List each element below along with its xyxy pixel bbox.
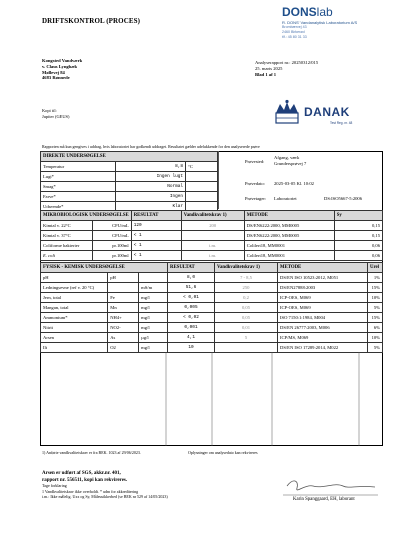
chem-result: < 0,02 — [168, 313, 215, 323]
chem-symbol: Fe — [108, 293, 139, 303]
logo-brand-b: lab — [316, 5, 333, 19]
micro-method: DS/EN6222:2000, MM0005 — [244, 221, 334, 231]
chem-result: < 0,01 — [168, 293, 215, 303]
chem-result: 0,001 — [168, 323, 215, 333]
sample-date-value: 2025-03-05 Kl. 10:02 — [274, 181, 314, 186]
micro-method: Colilert18, MM0001 — [244, 251, 334, 261]
direct-examination-table — [40, 151, 218, 212]
chem-name: Mangan, total — [41, 303, 108, 313]
chem-header: FYSISK - KEMISK UNDERSØGELSE — [41, 263, 168, 273]
micro-result: < 1 — [131, 241, 181, 251]
table-row — [41, 241, 383, 251]
chem-requirement: 250 — [215, 283, 278, 293]
param-label: Smag* — [41, 182, 116, 192]
chem-requirement: 0,01 — [215, 323, 278, 333]
result-header: RESULTAT — [131, 211, 181, 221]
chem-symbol — [108, 283, 139, 293]
legend-line: i.m.: Ikke målelig. Uxx og Sy, Måleusikkerhed (se BEK nr 529 af 14/05/2023) — [42, 494, 168, 500]
chemistry-table — [40, 262, 383, 353]
report-date: 25. marts 2025 — [255, 65, 283, 71]
logo-address-line: Brombærvej 43 — [282, 25, 307, 29]
chem-uncertainty: 10% — [368, 293, 383, 303]
chem-symbol: NH4+ — [108, 313, 139, 323]
table-row — [41, 162, 218, 172]
table-row — [41, 333, 383, 343]
chem-method: ISO 7150:1:1984, M004 — [278, 313, 368, 323]
param-unit — [186, 172, 218, 182]
method-header: METODE — [244, 211, 334, 221]
chem-name: Ammonium* — [41, 313, 108, 323]
sample-place-value: Afgang, værk — [274, 155, 300, 160]
legend-line: 1 Vandkvalitetskrav ikke overholdt. * udm for akkreditering — [42, 488, 139, 494]
param-label: Temperatur — [41, 162, 116, 172]
param-label: Farve* — [41, 192, 116, 202]
chem-result: 0,005 — [168, 303, 215, 313]
micro-requirement: 200 — [181, 221, 244, 231]
table-row — [41, 323, 383, 333]
microbiology-table — [40, 210, 383, 261]
chem-result: 51,6 — [168, 283, 215, 293]
micro-name: Kimtal v. 22°C — [41, 221, 93, 231]
table-row — [41, 293, 383, 303]
micro-sy: 0,15 — [334, 231, 382, 241]
chem-method: DS/EN 26777:2003, M006 — [278, 323, 368, 333]
legend-title: Tage forklaring — [42, 483, 67, 489]
logo-wordmark — [282, 5, 382, 19]
direct-header: DIREKTE UNDERSØGELSE — [41, 152, 218, 162]
param-value: Ingen — [116, 192, 186, 202]
chem-unit — [139, 273, 168, 283]
chem-symbol: pH — [108, 273, 139, 283]
chem-unit: mg/l — [139, 313, 168, 323]
chem-method: ICP/MS, M069 — [278, 333, 368, 343]
customer-line: 4683 Rønnede — [42, 75, 70, 81]
customer-line: Møllevej 84 — [42, 69, 65, 75]
micro-unit: CFU/mL — [92, 231, 131, 241]
page-count: Blad 1 af 1 — [255, 71, 277, 77]
footnote-analysis-date: Oplysninger om analysedato kan rekvireres — [188, 450, 258, 455]
copy-to — [42, 108, 69, 119]
chem-unit: mg/l — [139, 343, 168, 353]
chem-uncertainty: 15% — [368, 283, 383, 293]
chem-method: DS/EN27888:2003 — [278, 283, 368, 293]
table-row — [41, 303, 383, 313]
chem-uncertainty: 15% — [368, 313, 383, 323]
param-value: Klar — [116, 202, 186, 212]
chem-name: Nitrit — [41, 323, 108, 333]
micro-name: Coliforme bakterier — [41, 241, 93, 251]
table-row — [41, 221, 383, 231]
sampler-value: Laboratoriet — [274, 196, 297, 201]
chem-symbol: As — [108, 333, 139, 343]
table-row — [41, 192, 218, 202]
chem-unit: µg/l — [139, 333, 168, 343]
chem-requirement: 7 - 8,5 — [215, 273, 278, 283]
chem-uncertainty: 6% — [368, 323, 383, 333]
report-title: DRIFTSKONTROL (PROCES) — [42, 17, 141, 25]
param-label: Udseende* — [41, 202, 116, 212]
sample-place-label: Prøvested: — [245, 159, 265, 164]
bottom-notes — [42, 470, 168, 500]
chem-uncertainty: 1% — [368, 273, 383, 283]
chem-name: Arsen — [41, 333, 108, 343]
copy-to-label: Kopi til: — [42, 108, 57, 113]
chem-method: ICP-OES, M069 — [278, 293, 368, 303]
param-value: Normal — [116, 182, 186, 192]
subcontract-note-2: rapport nr. 556511, kopi kan rekvireres. — [42, 477, 128, 483]
sy-header: Sy — [334, 211, 382, 221]
micro-unit: CFU/mL — [92, 221, 131, 231]
chem-method: DS/EN ISO 10523:2012, M051 — [278, 273, 368, 283]
logo-phone-line: tlf.: 45 80 31 33 — [282, 35, 307, 39]
chem-symbol: NO2- — [108, 323, 139, 333]
chem-uncertainty: 5% — [368, 343, 383, 353]
table-row — [41, 283, 383, 293]
chem-symbol: Mn — [108, 303, 139, 313]
chem-uncertainty: 10% — [368, 333, 383, 343]
chem-name: Ledningsevne (ref v. 20 °C) — [41, 283, 108, 293]
micro-unit: pr.100ml — [92, 251, 131, 261]
customer-address — [42, 58, 82, 81]
sample-date-label: Prøvedato: — [245, 181, 265, 186]
chem-name: pH — [41, 273, 108, 283]
requirement-header: Vandkvalitetskrav 1) — [215, 263, 278, 273]
sample-info — [218, 151, 384, 209]
logo-brand-a: DONS — [282, 5, 317, 19]
micro-name: Kimtal v. 37°C — [41, 231, 93, 241]
chem-method: ICP-OES, M069 — [278, 303, 368, 313]
chem-result: 10 — [168, 343, 215, 353]
chem-name: Jern, total — [41, 293, 108, 303]
micro-requirement — [181, 231, 244, 241]
chem-unit: mg/l — [139, 323, 168, 333]
micro-result: < 1 — [131, 231, 181, 241]
crown-icon — [272, 99, 302, 127]
result-header: RESULTAT — [168, 263, 215, 273]
micro-requirement: i.m. — [181, 241, 244, 251]
table-row — [41, 231, 383, 241]
customer-line: Kongsted Vandværk — [42, 58, 83, 63]
danak-reg: Test Reg. nr. 48 — [330, 121, 353, 125]
logo-subtitle: R. DONS' Vandanalytisk Laboratorium A/S — [282, 20, 358, 25]
subcontract-note: Arsen er udført af SGS, akkr.nr. 401, — [42, 471, 121, 476]
danak-wordmark: DANAK — [304, 105, 350, 119]
micro-requirement: i.m. — [181, 251, 244, 261]
table-row — [41, 343, 383, 353]
param-unit: °C — [186, 162, 218, 172]
param-unit — [186, 192, 218, 202]
chem-result: 8,0 — [168, 273, 215, 283]
micro-header: MIKROBIOLOGISK UNDERSØGELSE — [41, 211, 132, 221]
micro-method: Colilert18, MM0001 — [244, 241, 334, 251]
customer-line: v. Claus Lyngbæk — [42, 63, 78, 69]
copy-to-value: Jupiter (GEUS) — [42, 113, 70, 119]
chem-symbol: O2 — [108, 343, 139, 353]
chem-unit: mg/l — [139, 293, 168, 303]
chem-requirement — [215, 343, 278, 353]
table-row — [41, 313, 383, 323]
micro-result: 120 — [131, 221, 181, 231]
urel-header: Urel — [368, 263, 383, 273]
table-row — [41, 172, 218, 182]
chem-name: Ilt — [41, 343, 108, 353]
micro-unit: pr.100ml — [92, 241, 131, 251]
table-row — [41, 273, 383, 283]
micro-result: < 1 — [131, 251, 181, 261]
chem-requirement: 0,05 — [215, 303, 278, 313]
micro-method: DS/EN6222:2000, MM0005 — [244, 231, 334, 241]
sampler-label: Prøvetager: — [245, 196, 267, 201]
validity-note: Rapporten må kun gengives i uddrag, hvis laboratoriet har godkendt uddraget. Resultatet gælder udelukkende for den analyserede prøve — [42, 144, 260, 149]
donslab-logo — [282, 5, 382, 40]
chem-uncertainty: 5% — [368, 303, 383, 313]
param-value: 8,8 — [116, 162, 186, 172]
table-row — [41, 251, 383, 261]
micro-sy: 0,06 — [334, 241, 382, 251]
param-value: Ingen lugt — [116, 172, 186, 182]
chem-unit: mS/m — [139, 283, 168, 293]
chem-requirement: 5 — [215, 333, 278, 343]
table-row — [41, 182, 218, 192]
param-unit — [186, 182, 218, 192]
signature-image — [283, 476, 378, 496]
micro-name: E. coli — [41, 251, 93, 261]
report-number: Analyserapport nr.: 20250312/015 — [255, 60, 319, 65]
logo-address-line: 2460 Birkerød — [282, 30, 305, 34]
report-info — [255, 60, 318, 77]
sampler-standard: DS:ISO5667-5:2006 — [324, 196, 363, 201]
signer-name: Karin Spanggaard, EH, laborant — [293, 497, 355, 502]
empty-table-area — [40, 352, 383, 446]
micro-sy: 0,06 — [334, 251, 382, 261]
chem-requirement: 0,2 — [215, 293, 278, 303]
footnote-requirements: 1) Anførte vandkvalitetskrav er fra BEK. 1023 af 29/06/2023. — [42, 450, 141, 455]
method-header: METODE — [278, 263, 368, 273]
sample-place-address: Grundersprøvej 7 — [274, 161, 307, 166]
micro-sy: 0,15 — [334, 221, 382, 231]
chem-requirement: 0,05 — [215, 313, 278, 323]
requirement-header: Vandkvalitetskrav 1) — [181, 211, 244, 221]
danak-logo — [272, 99, 382, 129]
chem-method: DS/EN ISO 17289:2014, M022 — [278, 343, 368, 353]
param-label: Lugt* — [41, 172, 116, 182]
chem-unit: mg/l — [139, 303, 168, 313]
chem-result: 4,1 — [168, 333, 215, 343]
